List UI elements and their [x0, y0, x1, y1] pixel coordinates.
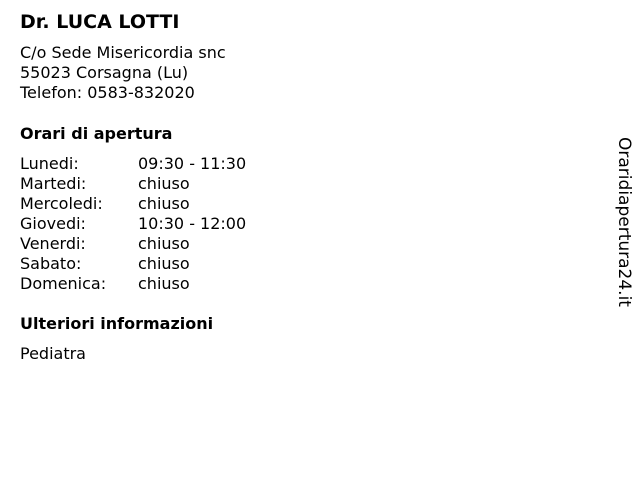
time-value: chiuso — [138, 254, 190, 273]
day-label: Giovedi: — [20, 214, 86, 233]
doctor-name: Dr. LUCA LOTTI — [20, 11, 180, 33]
day-label: Sabato: — [20, 254, 82, 273]
day-label: Martedi: — [20, 174, 87, 193]
hours-row-thursday — [20, 214, 246, 234]
time-value: chiuso — [138, 234, 190, 253]
phone-number: Telefon: 0583-832020 — [20, 83, 195, 102]
time-value: 10:30 - 12:00 — [138, 214, 247, 233]
address-street: C/o Sede Misericordia snc — [20, 43, 226, 62]
opening-hours-heading: Orari di apertura — [20, 124, 173, 143]
hours-row-wednesday — [20, 194, 246, 214]
hours-row-saturday — [20, 254, 246, 274]
time-value: chiuso — [138, 274, 190, 293]
day-label: Lunedi: — [20, 154, 79, 173]
hours-row-sunday — [20, 274, 246, 294]
hours-row-monday — [20, 154, 246, 174]
opening-hours-table — [20, 154, 246, 294]
day-label: Domenica: — [20, 274, 107, 293]
hours-row-tuesday — [20, 174, 246, 194]
specialty-text: Pediatra — [20, 344, 86, 363]
more-info-heading: Ulteriori informazioni — [20, 314, 214, 333]
time-value: chiuso — [138, 194, 190, 213]
hours-row-friday — [20, 234, 246, 254]
day-label: Venerdi: — [20, 234, 86, 253]
time-value: chiuso — [138, 174, 190, 193]
time-value: 09:30 - 11:30 — [138, 154, 247, 173]
address-block — [20, 43, 226, 103]
site-watermark: Oraridiapertura24.it — [614, 137, 634, 307]
address-city: 55023 Corsagna (Lu) — [20, 63, 189, 82]
day-label: Mercoledi: — [20, 194, 103, 213]
